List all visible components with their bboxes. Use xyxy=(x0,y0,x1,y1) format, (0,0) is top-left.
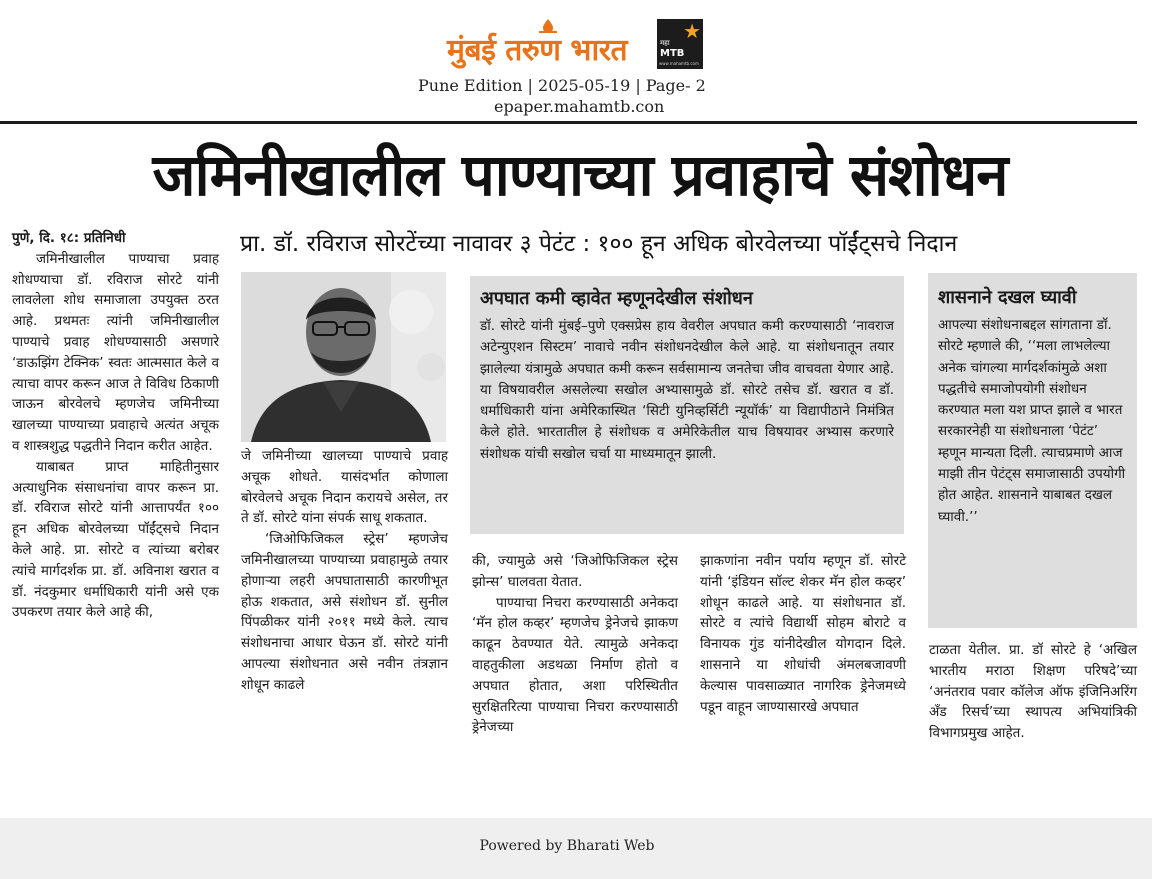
sidebar-box-accidents xyxy=(470,276,904,534)
paragraph: ‘जिओफिजिकल स्ट्रेस’ म्हणजेच जमिनीखालच्या पाण्याच्या प्रवाहामुळे तयार होणाऱ्या लहरी अपघातासाठी कारणीभूत होऊ शकतात, असे संशोधन डॉ. सुनील पिंपळीकर यांनी २०११ मध्ये केले. त्याच संशोधनाचा आधार घेऊन डॉ. सोरटे यांनी आपल्या संशोधनात असे नवीन तंत्रज्ञान शोधून काढले xyxy=(241,531,448,693)
mtb-logo[interactable] xyxy=(657,19,703,69)
dateline: पुणे, दि. १८: प्रतिनिधी xyxy=(12,230,126,246)
article-column-3 xyxy=(472,551,678,738)
footer xyxy=(0,818,1152,879)
box-text: आपल्या संशोधनाबद्दल सांगताना डॉ. सोरटे म्हणाले की, ‘‘मला लाभलेल्या अनेक चांगल्या मार्गदर्शकांमुळे अशा पद्धतीचे समाजोपयोगी संशोधन करण्यात मला यश प्राप्त झाले व भारत सरकारनेही या संशोधनाला ‘पेटंट’ म्हणून मान्यता दिली. त्याचप्रमाणे आज माझी तीन पेटंट्स समाजासाठी उपयोगी होत आहेत. शासनाने याबाबत दखल घ्यावी.’’ xyxy=(938,317,1126,525)
mtb-maha-label: महा xyxy=(660,39,670,47)
tiger-icon: ★ xyxy=(683,19,701,43)
paragraph: झाकणांना नवीन पर्याय म्हणून डॉ. सोरटे यांनी ‘इंडियन सॉल्ट शेकर मॅन होल कव्हर’ शोधून काढले आहे. या संशोधनात डॉ. सोरटे व त्यांचे विद्यार्थी सोहम बोराटे व विनायक गुंड यांनीदेखील योगदान दिले. शासनाने या शोधांची अंमलबजावणी केल्यास पावसाळ्यात नागरिक ड्रेनेजमध्ये पडून वाहून जाण्यासारखे अपघात xyxy=(700,553,906,715)
edition-line: Pune Edition | 2025-05-19 | Page- 2 xyxy=(418,76,706,95)
masthead xyxy=(0,0,1152,122)
mtb-url: www.mahamtb.com xyxy=(659,61,699,66)
paragraph: की, ज्यामुळे असे ‘जिओफिजिकल स्ट्रेस झोन्स’ घालवता येतात. xyxy=(472,553,678,590)
portrait-illustration xyxy=(241,272,446,442)
masthead-divider xyxy=(0,121,1137,124)
newspaper-logo[interactable]: मुंबई तरुण भारत xyxy=(447,33,628,68)
portrait-photo[interactable] xyxy=(241,272,446,442)
paragraph: जे जमिनीच्या खालच्या पाण्याचे प्रवाह अचूक शोधते. यासंदर्भात कोणाला बोरवेलचे अचूक निदान करायचे असेल, तर ते डॉ. सोरटे यांना संपर्क साधू शकतात. xyxy=(241,448,448,527)
article-headline: जमिनीखालील पाण्याच्या प्रवाहाचे संशोधन xyxy=(152,141,1008,209)
epaper-url[interactable]: epaper.mahamtb.con xyxy=(494,97,665,116)
article-subheadline: प्रा. डॉ. रविराज सोरटेंच्या नावावर ३ पेटंट : १०० हून अधिक बोरवेलच्या पॉईंट्सचे निदान xyxy=(240,231,958,257)
paragraph: टाळता येतील. प्रा. डॉ सोरटे हे ‘अखिल भारतीय मराठा शिक्षण परिषदे’च्या ‘अनंतराव पवार कॉलेज ऑफ इंजिनिअरिंग अँड रिसर्च’च्या स्थापत्य अभियांत्रिकी विभागप्रमुख आहेत. xyxy=(929,642,1137,742)
paragraph: जमिनीखालील पाण्याचा प्रवाह शोधण्याचा डॉ. रविराज सोरटे यांनी लावलेला शोध समाजाला उपयुक्त ठरत आहे. प्रथमतः त्यांनी जमिनीखालील पाण्याचे प्रवाह शोधण्यासाठी असणारे ‘डाऊझिंग टेक्निक’ स्वतः आत्मसात केले व त्याचा वापर करून आज ते विविध ठिकाणी जाऊन बोरवेलचे म्हणजेच जमिनीच्या खालच्या पाण्याच्या प्रवाहाचे अत्यंत अचूक व शास्त्रशुद्ध पद्धतीने निदान करीत आहेत. xyxy=(12,250,219,454)
powered-by-link[interactable]: Powered by Bharati Web xyxy=(479,838,655,854)
box-text: डॉ. सोरटे यांनी मुंबई–पुणे एक्सप्रेस हाय वेवरील अपघात कमी करण्यासाठी ‘नावराज अटेन्युएशन सिस्टम’ नावाचे नवीन संशोधनदेखील केले आहे. या संशोधनातून तयार झालेल्या यंत्रामुळे अपघात कमी करून सर्वसामान्य जनतेचा जीव वाचवता येणार आहे. या विषयावरील असलेल्या सखोल अभ्यासामुळे डॉ. सोरटे तसेच डॉ. खरात व डॉ. धर्माधिकारी यांना अमेरिकास्थित ‘सिटी युनिव्हर्सिटी न्यूयॉर्क’ या विद्यापीठाने निमंत्रित केले होते. भारतातील हे संशोधक व अमेरिकेतील याच विषयावर अभ्यास करणारे संशोधक यांची सखोल चर्चा या माध्यमातून झाली. xyxy=(480,318,894,462)
paragraph: पाण्याचा निचरा करण्यासाठी अनेकदा ‘मॅन होल कव्हर’ म्हणजेच ड्रेनेजचे झाकण काढून ठेवण्यात येते. त्यामुळे अनेकदा वाहतुकीला अडथळा निर्माण होतो व अपघात होतात, अशा परिस्थितीत सुरक्षितरित्या पाण्याचा निचरा करण्यासाठी ड्रेनेजच्या xyxy=(472,594,678,736)
article-column-2 xyxy=(241,446,448,696)
article-column-1 xyxy=(12,228,219,623)
box-heading: अपघात कमी व्हावेत म्हणूनदेखील संशोधन xyxy=(480,288,753,309)
article-column-4 xyxy=(700,551,906,717)
paragraph: याबाबत प्राप्त माहितीनुसार अत्याधुनिक संसाधनांचा वापर करून प्रा. डॉ. रविराज सोरटे यांनी आत्तापर्यंत १०० हून अधिक बोरवेलच्या पॉईंट्सचे निदान केले आहे. प्रा. सोरटे व त्यांच्या बरोबर त्यांचे मार्गदर्शक प्रा. डॉ. अविनाश खरात व डॉ. नंदकुमार धर्माधिकारी यांनी असे एक उपकरण तयार केले आहे की, xyxy=(12,458,219,621)
mtb-label: MTB xyxy=(660,48,685,59)
sidebar-box-government xyxy=(928,273,1137,628)
article-column-5 xyxy=(929,640,1137,744)
box-heading: शासनाने दखल घ्यावी xyxy=(938,287,1077,308)
